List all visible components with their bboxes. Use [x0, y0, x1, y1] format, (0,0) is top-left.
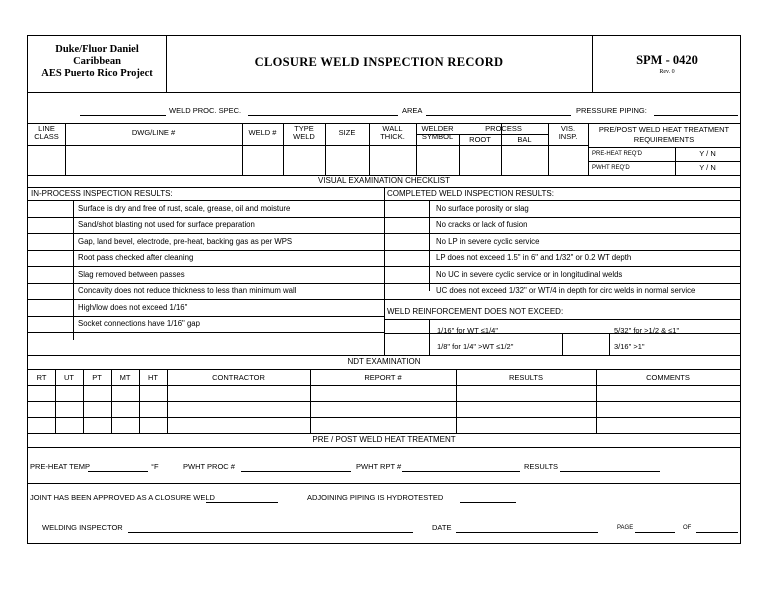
completed-title: COMPLETED WELD INSPECTION RESULTS: — [387, 189, 554, 198]
heat-results-label: RESULTS — [524, 462, 559, 471]
company-line2: Caribbean — [73, 56, 121, 67]
col-root: ROOT — [469, 135, 491, 144]
col-size: SIZE — [338, 128, 356, 137]
pwht-proc-field[interactable] — [241, 471, 351, 472]
col-weld-no: WELD # — [248, 128, 277, 137]
page-label: PAGE — [617, 525, 634, 531]
preheat-reqd-label: PRE-HEAT REQ'D — [592, 151, 642, 157]
preheat-yn[interactable]: Y / N — [699, 149, 716, 158]
pwht-rpt-label: PWHT RPT # — [356, 462, 402, 471]
pwht-reqd-label: PWHT REQ'D — [592, 165, 630, 171]
ndt-col-pt: PT — [92, 373, 102, 382]
in-process-item: Root pass checked after cleaning — [78, 253, 194, 262]
in-process-item: Slag removed between passes — [78, 269, 185, 279]
ndt-col-ut: UT — [64, 373, 74, 382]
ndt-col-mt: MT — [119, 373, 131, 382]
col-wall-thick: WALL THICK. — [380, 124, 405, 141]
ndt-col-contractor: CONTRACTOR — [212, 373, 265, 382]
preheat-temp-label: PRE-HEAT TEMP — [30, 462, 91, 471]
weld-proc-spec-label: WELD PROC. SPEC. — [169, 106, 242, 115]
in-process-item: High/low does not exceed 1/16" — [78, 302, 188, 312]
reinforcement-2: 5/32" for >1/2 & ≤1" — [614, 326, 680, 335]
completed-item: LP does not exceed 1.5" in 6" and 1/32" or 0.2 WT depth — [436, 253, 632, 262]
pwht-proc-label: PWHT PROC # — [183, 462, 235, 471]
adjoining-field[interactable] — [460, 502, 516, 503]
joint-approved-field[interactable] — [206, 502, 278, 503]
completed-item: No cracks or lack of fusion — [436, 220, 528, 229]
deg-f-label: °F — [151, 462, 159, 471]
ndt-title: NDT EXAMINATION — [347, 357, 421, 366]
date-field[interactable] — [456, 532, 598, 533]
col-process: PROCESS — [485, 124, 522, 133]
completed-item: No LP in severe cyclic service — [436, 236, 540, 246]
reinforcement-title: WELD REINFORCEMENT DOES NOT EXCEED: — [387, 307, 564, 316]
completed-item: No surface porosity or slag — [436, 203, 529, 213]
completed-item: No UC in severe cyclic service or in longitudinal welds — [436, 269, 623, 279]
col-vis-insp: VIS. INSP. — [558, 124, 578, 141]
in-process-item: Gap, land bevel, electrode, pre-heat, backing gas as per WPS — [78, 236, 293, 246]
pressure-piping-field[interactable] — [654, 115, 738, 116]
joint-approved-label: JOINT HAS BEEN APPROVED AS A CLOSURE WELD — [30, 493, 215, 502]
completed-item: UC does not exceed 1/32" or WT/4 in depth for circ welds in normal service — [436, 286, 696, 295]
welding-inspector-field[interactable] — [128, 532, 413, 533]
area-field[interactable] — [426, 115, 571, 116]
in-process-item: Surface is dry and free of rust, scale, grease, oil and moisture — [78, 203, 291, 213]
form-title: CLOSURE WELD INSPECTION RECORD — [254, 55, 504, 69]
pwht-yn[interactable]: Y / N — [699, 163, 716, 172]
reinforcement-4: 3/16" >1" — [614, 342, 645, 351]
in-process-item: Sand/shot blasting not used for surface preparation — [78, 220, 255, 229]
revision-label: Rev. 0 — [659, 69, 675, 75]
visual-checklist-title: VISUAL EXAMINATION CHECKLIST — [317, 176, 451, 185]
closure-weld-form — [27, 35, 741, 544]
of-field[interactable] — [696, 532, 738, 533]
doc-number: SPM - 0420 — [636, 53, 698, 67]
in-process-title: IN-PROCESS INSPECTION RESULTS: — [31, 189, 173, 198]
col-welder-symbol: WELDER SYMBOL — [421, 124, 454, 141]
ndt-col-report: REPORT # — [364, 373, 402, 382]
welding-inspector-label: WELDING INSPECTOR — [42, 523, 123, 532]
company-line1: Duke/Fluor Daniel — [55, 44, 139, 55]
ndt-col-results: RESULTS — [508, 373, 544, 382]
in-process-item: Socket connections have 1/16" gap — [78, 319, 200, 328]
preheat-temp-field[interactable] — [88, 471, 148, 472]
col-line-class: LINE CLASS — [34, 124, 59, 141]
col-bal: BAL — [517, 135, 532, 144]
ndt-col-rt: RT — [36, 373, 47, 382]
pressure-piping-label: PRESSURE PIPING: — [576, 106, 647, 115]
weld-proc-spec-field[interactable] — [248, 115, 398, 116]
heat-treatment-title: PRE / POST WELD HEAT TREATMENT — [312, 435, 456, 444]
col-dwg-line: DWG/LINE # — [131, 128, 176, 137]
page-field[interactable] — [635, 532, 675, 533]
reinforcement-3: 1/8" for 1/4" >WT ≤1/2" — [437, 342, 514, 351]
ndt-col-comments: COMMENTS — [646, 373, 690, 382]
col-heat-treatment: PRE/POST WELD HEAT TREATMENT REQUIREMENTS — [598, 125, 730, 144]
adjoining-label: ADJOINING PIPING IS HYDROTESTED — [307, 493, 444, 502]
area-label: AREA — [402, 106, 423, 115]
ndt-col-ht: HT — [148, 373, 158, 382]
heat-results-field[interactable] — [560, 471, 660, 472]
col-type-weld: TYPE WELD — [293, 124, 315, 141]
company-line3: AES Puerto Rico Project — [41, 68, 153, 79]
of-label: OF — [683, 525, 692, 531]
reinforcement-1: 1/16" for WT ≤1/4" — [437, 326, 498, 335]
in-process-item: Concavity does not reduce thickness to less than minimum wall — [78, 286, 297, 295]
pwht-rpt-field[interactable] — [402, 471, 520, 472]
date-label: DATE — [432, 523, 452, 532]
weld-proc-spec-line-left[interactable] — [80, 115, 166, 116]
